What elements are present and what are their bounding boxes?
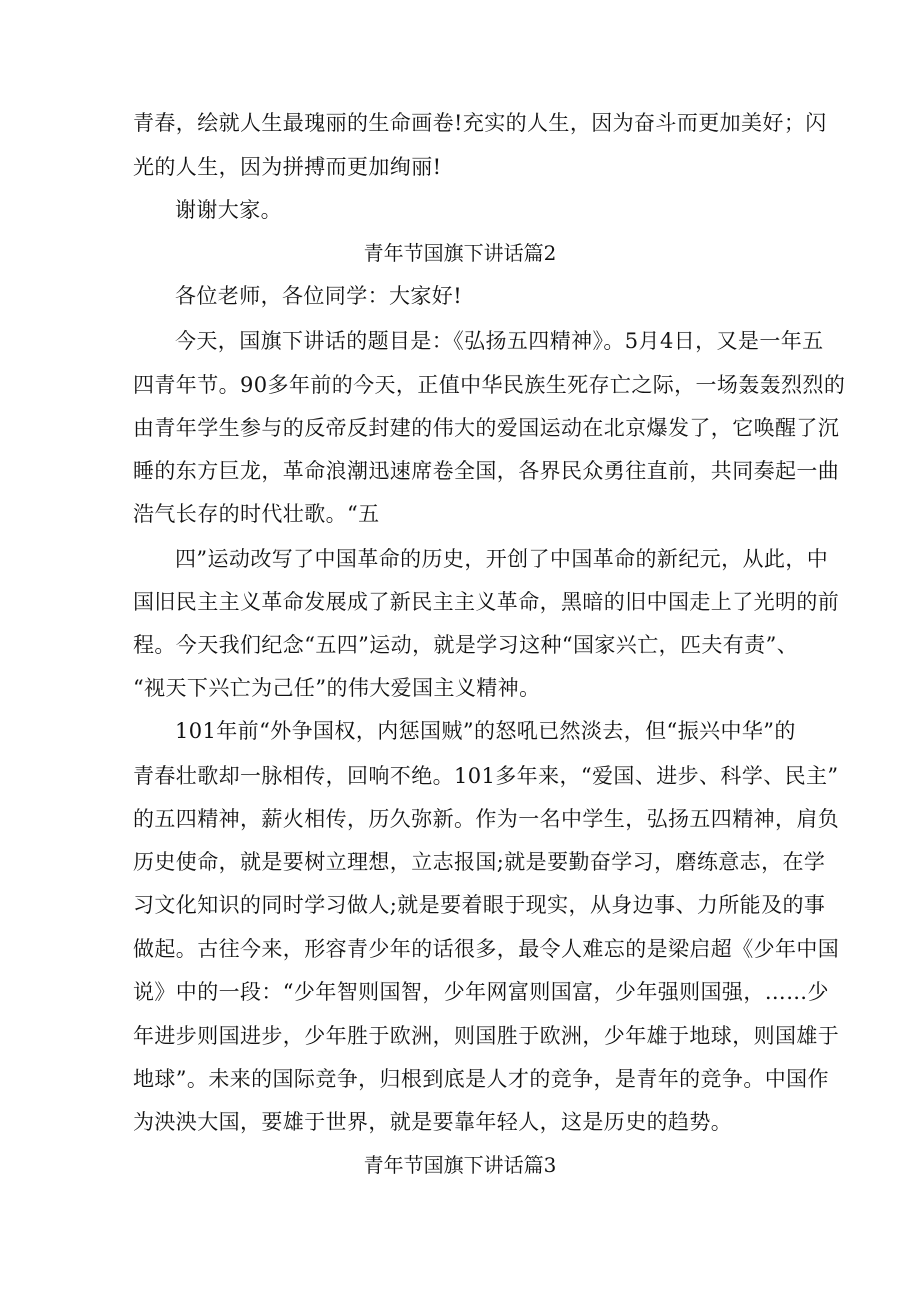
text-line: 的五四精神，薪火相传，历久弥新。作为一名中学生，弘扬五四精神，肩负 bbox=[133, 807, 840, 831]
text-line: 101年前“外争国权，内惩国贼”的怒吼已然淡去，但“振兴中华”的 bbox=[175, 719, 796, 743]
text-line: 年进步则国进步，少年胜于欧洲，则国胜于欧洲，少年雄于地球，则国雄于 bbox=[133, 1024, 840, 1048]
text-line: 四”运动改写了中国革命的历史，开创了中国革命的新纪元，从此，中 bbox=[175, 547, 829, 571]
text-line: 浩气长存的时代壮歌。“五 bbox=[133, 502, 380, 526]
text-line: 程。今天我们纪念“五四”运动，就是学习这种“国家兴亡，匹夫有责”、 bbox=[133, 633, 799, 657]
text-line: 说》中的一段：“少年智则国智，少年网富则国富，少年强则国强，……少 bbox=[133, 980, 829, 1004]
section-heading: 青年节国旗下讲话篇3 bbox=[363, 1153, 557, 1177]
text-line: 做起。古往今来，形容青少年的话很多，最令人难忘的是梁启超《少年中国 bbox=[133, 937, 840, 961]
text-line: 各位老师，各位同学：大家好! bbox=[175, 284, 463, 308]
text-line: 地球”。未来的国际竞争，归根到底是人才的竞争，是青年的竞争。中国作 bbox=[133, 1067, 829, 1091]
text-line: 今天，国旗下讲话的题目是：《弘扬五四精神》。5月4日，又是一年五 bbox=[175, 329, 824, 353]
text-line: 习文化知识的同时学习做人;就是要着眼于现实，从身边事、力所能及的事 bbox=[133, 893, 826, 917]
section-heading: 青年节国旗下讲话篇2 bbox=[363, 241, 557, 265]
text-line: 青春壮歌却一脉相传，回响不绝。101多年来，“爱国、进步、科学、民主” bbox=[133, 764, 839, 788]
text-line: 历史使命，就是要树立理想，立志报国;就是要勤奋学习，磨练意志，在学 bbox=[133, 850, 826, 874]
text-line: 为泱泱大国，要雄于世界，就是要靠年轻人，这是历史的趋势。 bbox=[133, 1110, 733, 1134]
text-line: 国旧民主主义革命发展成了新民主主义革命，黑暗的旧中国走上了光明的前 bbox=[133, 590, 840, 614]
text-line: 由青年学生参与的反帝反封建的伟大的爱国运动在北京爆发了，它唤醒了沉 bbox=[133, 416, 840, 440]
text-line: “视天下兴亡为己任”的伟大爱国主义精神。 bbox=[133, 676, 541, 700]
text-line: 四青年节。90多年前的今天，正值中华民族生死存亡之际，一场轰轰烈烈的 bbox=[133, 373, 846, 397]
text-line: 光的人生，因为拼搏而更加绚丽! bbox=[133, 155, 442, 179]
text-line: 谢谢大家。 bbox=[175, 198, 282, 222]
text-line: 青春，绘就人生最瑰丽的生命画卷!充实的人生，因为奋斗而更加美好；闪 bbox=[133, 111, 827, 135]
text-line: 睡的东方巨龙，革命浪潮迅速席卷全国，各界民众勇往直前，共同奏起一曲 bbox=[133, 459, 840, 483]
